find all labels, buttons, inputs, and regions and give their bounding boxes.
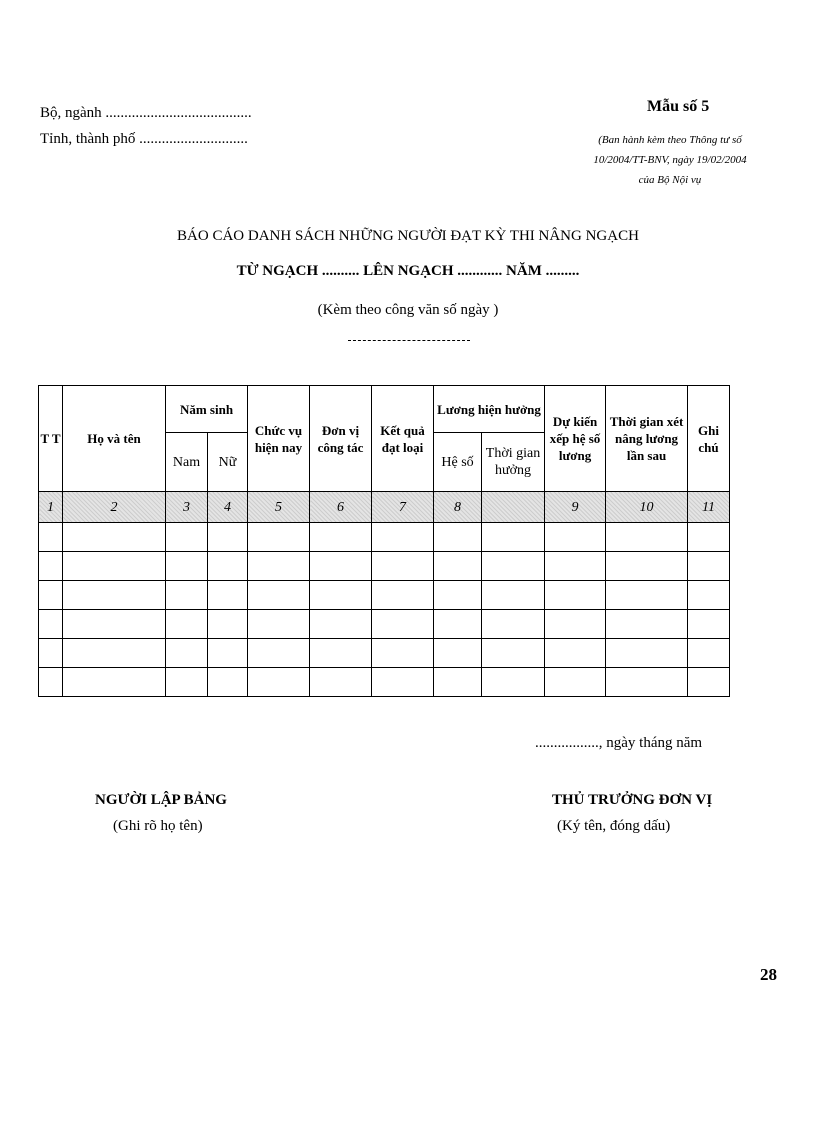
- column-number-row: [39, 492, 730, 523]
- col-number: 3: [166, 492, 208, 523]
- col-number: 7: [372, 492, 434, 523]
- col-number: 11: [688, 492, 730, 523]
- issued-line-3: của Bộ Nội vụ: [638, 174, 702, 186]
- col-number: 1: [39, 492, 63, 523]
- title-divider: [348, 340, 470, 341]
- col-number: 5: [248, 492, 310, 523]
- table-row: [39, 639, 730, 668]
- col-result: Kết quả đạt loại: [372, 386, 434, 492]
- col-next-raise: Thời gian xét nâng lương lần sau: [606, 386, 688, 492]
- page-number: 28: [760, 965, 777, 984]
- table-row: [39, 668, 730, 697]
- preparer-note: (Ghi rõ họ tên): [113, 818, 203, 834]
- issued-line-2: 10/2004/TT-BNV, ngày 19/02/2004: [593, 154, 747, 166]
- col-number: [482, 492, 545, 523]
- col-coefficient: Hệ số: [434, 433, 482, 492]
- col-unit: Đơn vị công tác: [310, 386, 372, 492]
- col-birth-year: Năm sinh: [166, 386, 248, 433]
- date-line: ................., ngày tháng năm: [535, 735, 703, 751]
- col-number: 8: [434, 492, 482, 523]
- unit-head-title: THỦ TRƯỞNG ĐƠN VỊ: [552, 792, 713, 808]
- issued-line-1: (Ban hành kèm theo Thông tư số: [598, 134, 742, 146]
- candidate-table: [38, 385, 730, 697]
- table-row: [39, 581, 730, 610]
- col-name: Họ và tên: [63, 386, 166, 492]
- col-female: Nữ: [208, 433, 248, 492]
- col-male: Nam: [166, 433, 208, 492]
- form-number: Mẫu số 5: [647, 98, 710, 115]
- table-row: [39, 610, 730, 639]
- col-current-salary: Lương hiện hưởng: [434, 386, 545, 433]
- table-row: [39, 552, 730, 581]
- col-position: Chức vụ hiện nay: [248, 386, 310, 492]
- table-row: [39, 523, 730, 552]
- report-reference: (Kèm theo công văn số ngày ): [317, 302, 499, 318]
- col-number: 4: [208, 492, 248, 523]
- issued-note: [580, 130, 760, 190]
- col-time-enjoyed: Thời gian hưởng: [482, 433, 545, 492]
- col-number: 2: [63, 492, 166, 523]
- ministry-line: Bộ, ngành .......................................: [40, 105, 252, 121]
- preparer-title: NGƯỜI LẬP BẢNG: [95, 792, 227, 808]
- unit-head-note: (Ký tên, đóng dấu): [557, 818, 671, 834]
- col-expected: Dự kiến xếp hệ số lương: [545, 386, 606, 492]
- col-tt: T T: [39, 386, 63, 492]
- report-subtitle: TỪ NGẠCH .......... LÊN NGẠCH ............ NĂM .........: [236, 263, 580, 279]
- report-title: BÁO CÁO DANH SÁCH NHỮNG NGƯỜI ĐẠT KỲ THI NÂNG NGẠCH: [177, 228, 639, 244]
- col-note: Ghi chú: [688, 386, 730, 492]
- province-line: Tỉnh, thành phố .............................: [40, 131, 248, 147]
- col-number: 9: [545, 492, 606, 523]
- header-left: [40, 100, 252, 152]
- col-number: 6: [310, 492, 372, 523]
- col-number: 10: [606, 492, 688, 523]
